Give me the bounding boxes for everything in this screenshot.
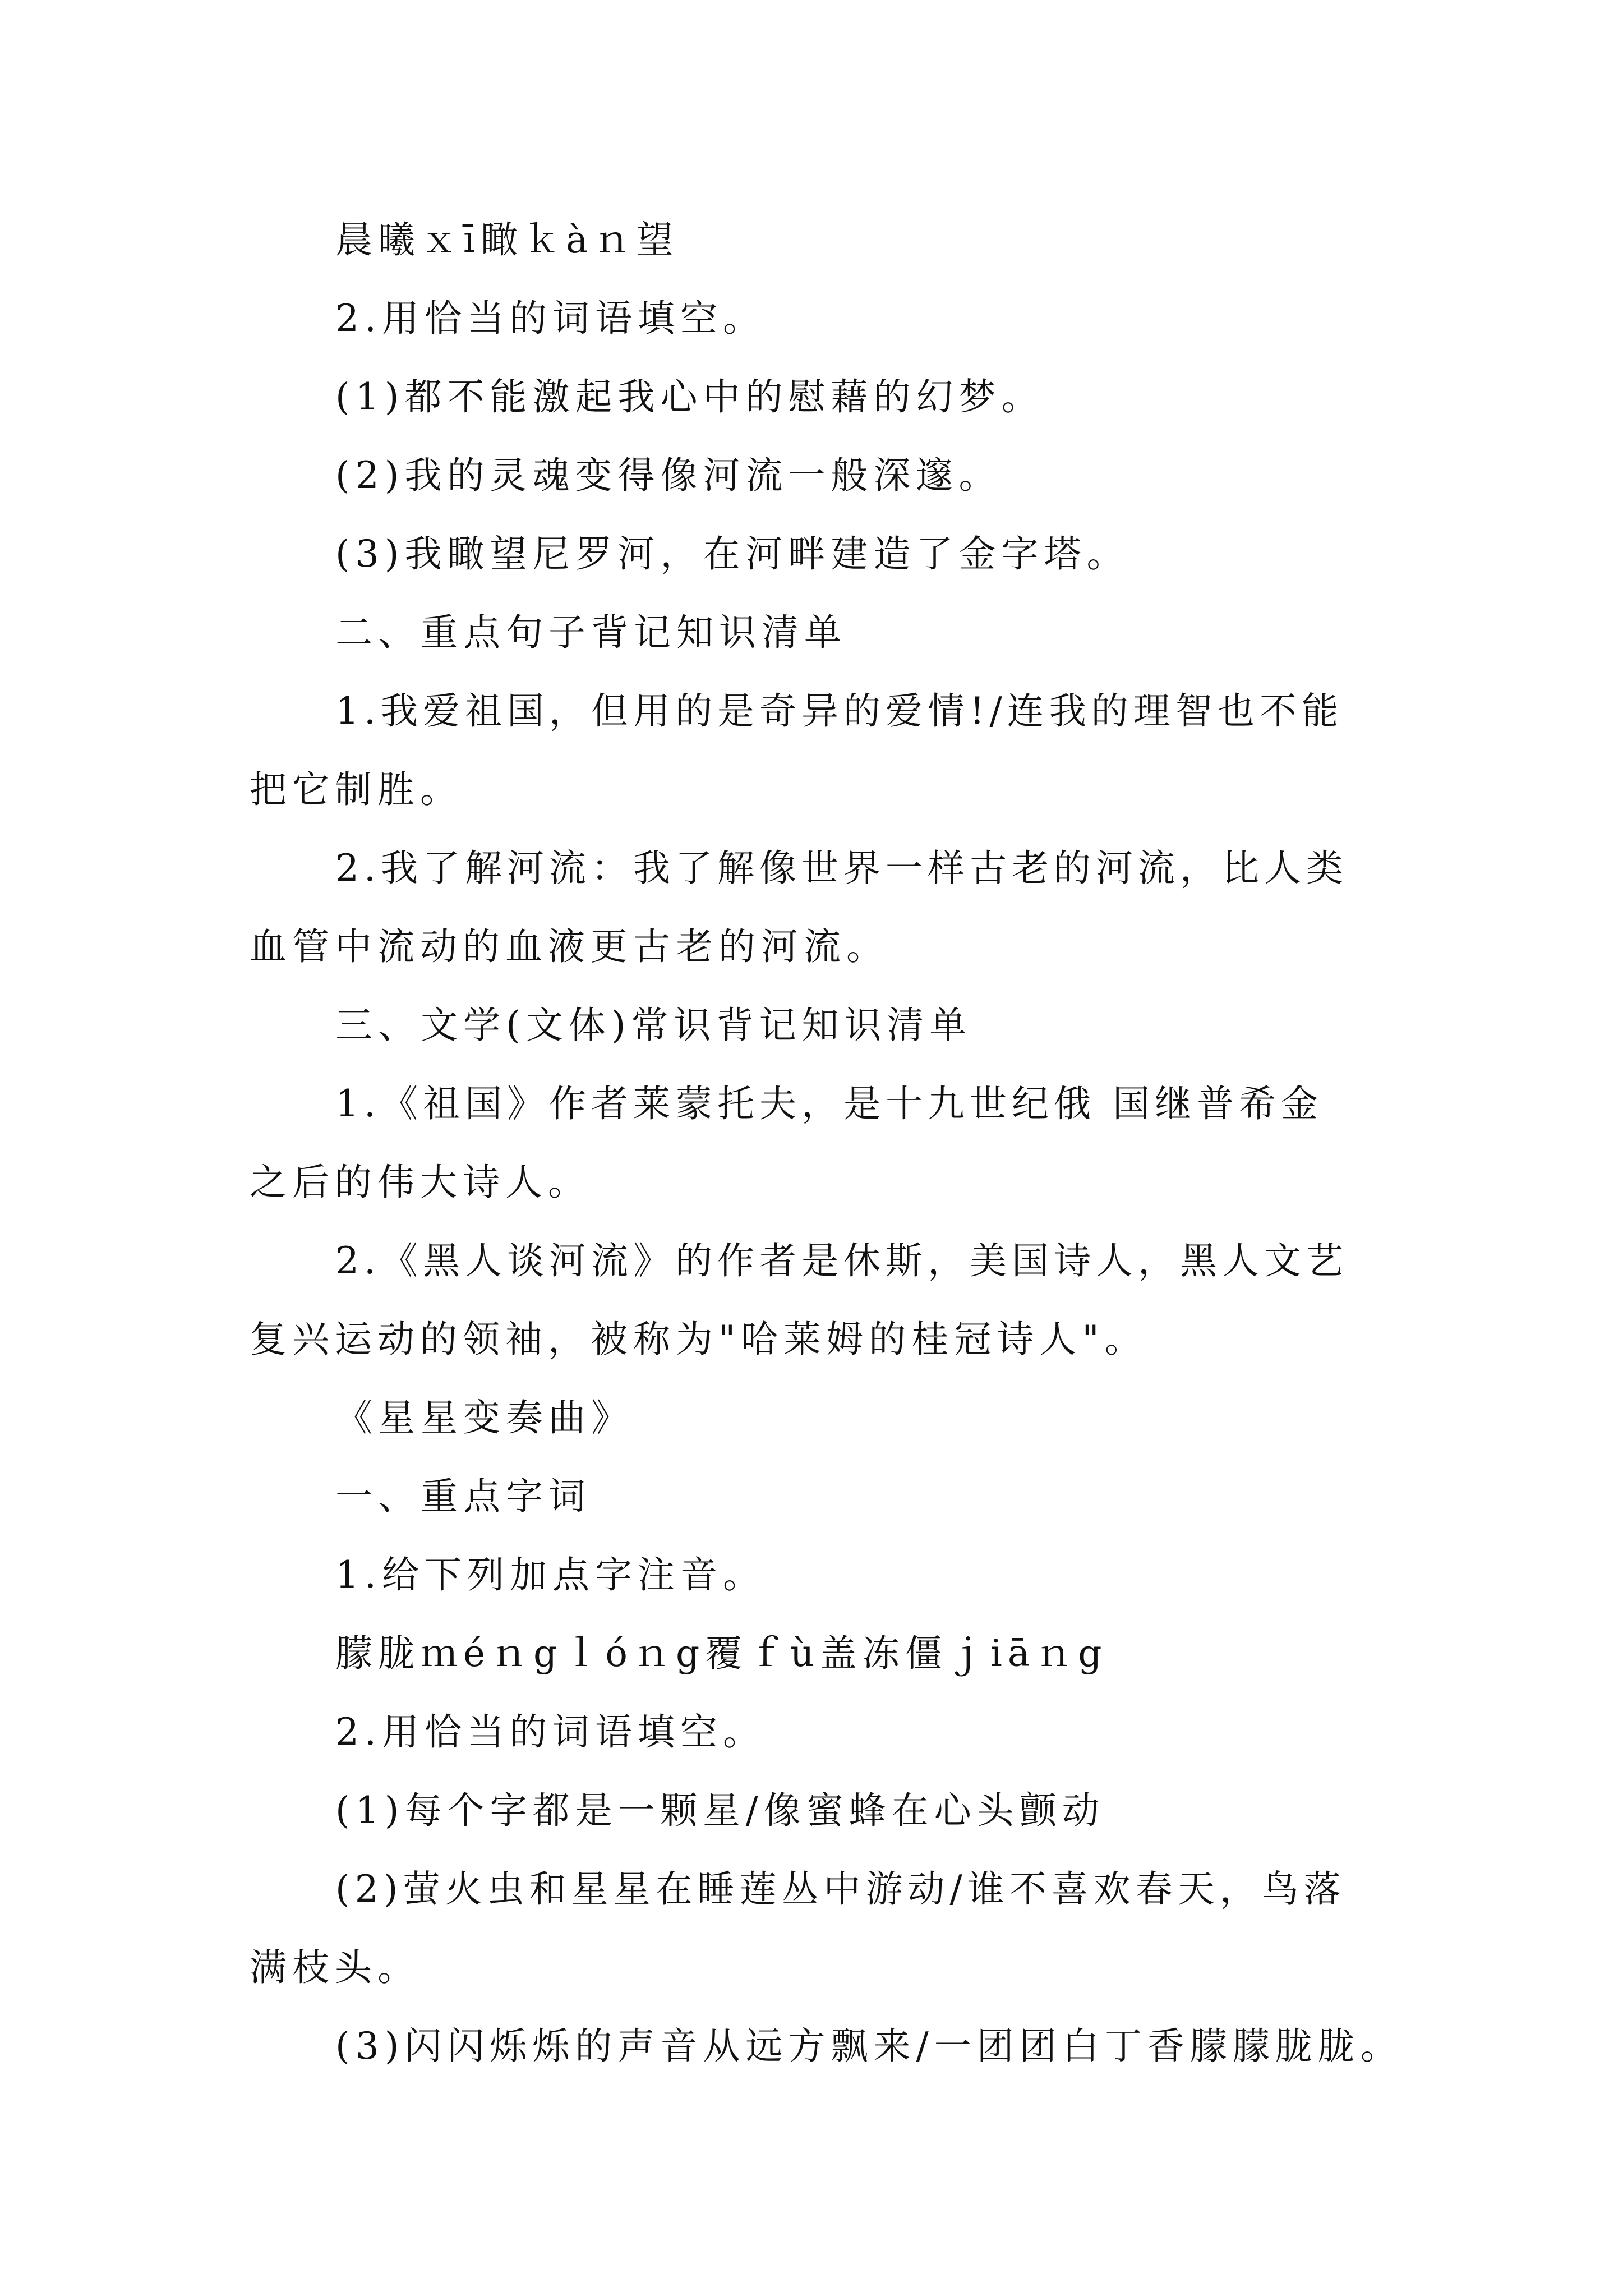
sentence-1-line-2: 把它制胜。 [250, 768, 463, 811]
fill-blank-heading-1: 2.用恰当的词语填空。 [335, 297, 766, 340]
literature-2-line-2: 复兴运动的领袖，被称为"哈莱姆的桂冠诗人"。 [250, 1318, 1147, 1361]
fill-blank-item-1: (1)都不能激起我心中的慰藉的幻梦。 [335, 375, 1044, 418]
fill-blank-item-6: (3)闪闪烁烁的声音从远方飘来/一团团白丁香朦朦胧胧。 [335, 2024, 1403, 2068]
literature-1-line-1: 1.《祖国》作者莱蒙托夫，是十九世纪俄 国继普希金 [335, 1082, 1323, 1125]
fill-blank-heading-2: 2.用恰当的词语填空。 [335, 1710, 766, 1754]
section-heading-1: 一、重点字词 [335, 1475, 591, 1518]
lesson-title: 《星星变奏曲》 [335, 1396, 634, 1439]
sentence-1-line-1: 1.我爱祖国，但用的是奇异的爱情!/连我的理智也不能 [335, 689, 1344, 733]
fill-blank-item-5-line-1: (2)萤火虫和星星在睡莲丛中游动/谁不喜欢春天，鸟落 [335, 1867, 1346, 1911]
sentence-2-line-1: 2.我了解河流：我了解像世界一样古老的河流，比人类 [335, 846, 1348, 890]
section-heading-3: 三、文学(文体)常识背记知识清单 [335, 1004, 972, 1047]
pinyin-line-1: 晨曦ｘī瞰ｋàｎ望 [335, 218, 679, 261]
literature-2-line-1: 2.《黑人谈河流》的作者是休斯，美国诗人，黑人文艺 [335, 1239, 1348, 1282]
fill-blank-item-3: (3)我瞰望尼罗河，在河畔建造了金字塔。 [335, 532, 1129, 576]
section-heading-2: 二、重点句子背记知识清单 [335, 611, 847, 654]
fill-blank-item-2: (2)我的灵魂变得像河流一般深邃。 [335, 454, 1002, 497]
pinyin-line-2: 朦胧ｍéｎgｌóｎg覆ｆù盖冻僵ｊiāｎg [335, 1632, 1108, 1675]
literature-1-line-2: 之后的伟大诗人。 [250, 1161, 591, 1204]
pinyin-heading: 1.给下列加点字注音。 [335, 1553, 766, 1596]
fill-blank-item-5-line-2: 满枝头。 [250, 1946, 420, 1989]
sentence-2-line-2: 血管中流动的血液更古老的河流。 [250, 925, 889, 968]
fill-blank-item-4: (1)每个字都是一颗星/像蜜蜂在心头颤动 [335, 1789, 1105, 1832]
